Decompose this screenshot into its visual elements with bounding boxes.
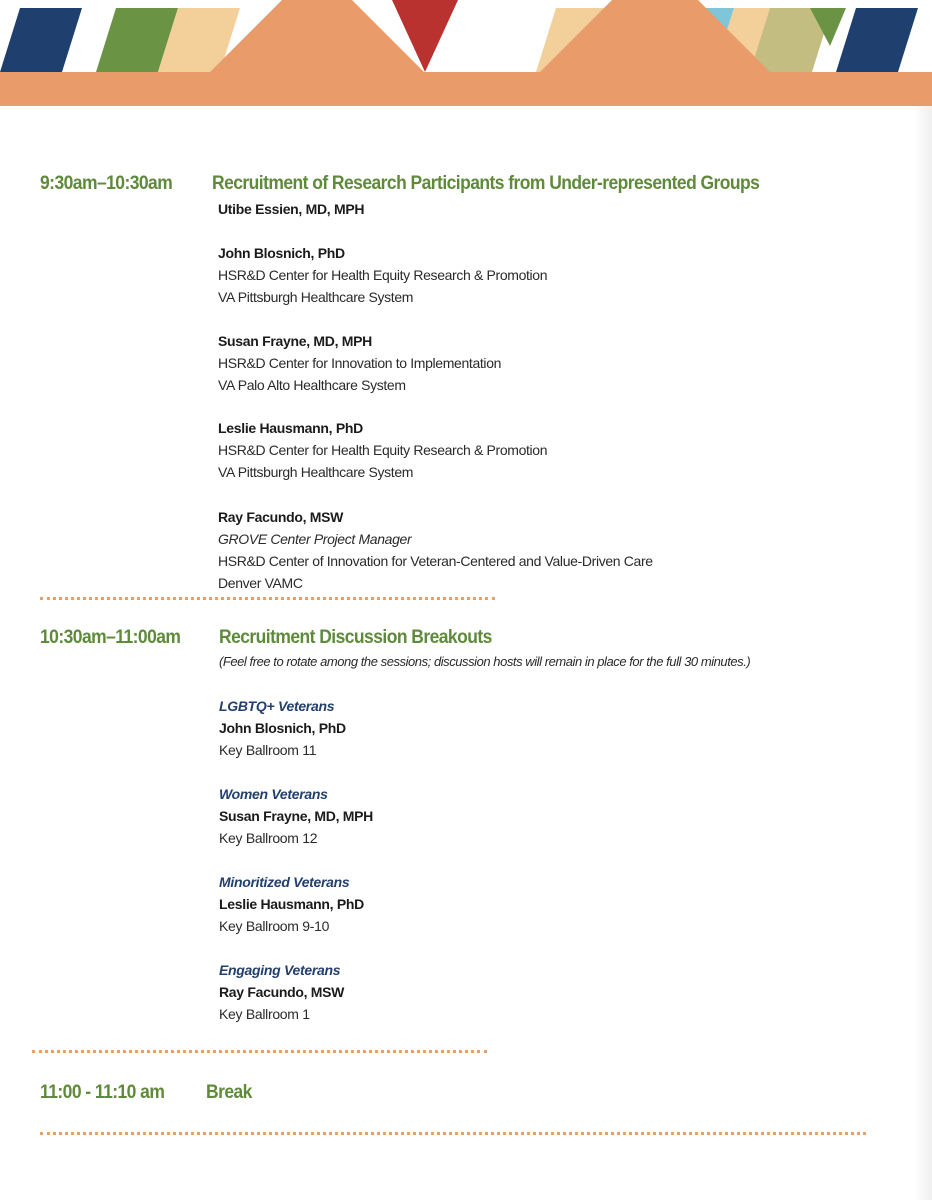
breakout-topic: Engaging Veterans (219, 962, 341, 978)
decorative-banner (0, 0, 932, 106)
dotted-divider (40, 597, 495, 600)
speaker-location: VA Pittsburgh Healthcare System (218, 289, 414, 305)
breakout-block (219, 783, 373, 849)
breakout-block (219, 871, 364, 937)
breakout-room: Key Ballroom 1 (219, 1006, 310, 1022)
speaker-affiliation: HSR&D Center for Health Equity Research & Promotion (218, 442, 548, 458)
speaker-block (218, 330, 501, 396)
session-time: 9:30am–10:30am (40, 173, 173, 194)
speaker-name: Ray Facundo, MSW (218, 509, 344, 525)
breakout-host: Susan Frayne, MD, MPH (219, 808, 373, 824)
page-edge-shadow (914, 106, 932, 1200)
speaker-affiliation: HSR&D Center for Health Equity Research & Promotion (218, 267, 548, 283)
dotted-divider (32, 1050, 487, 1053)
speaker-location: Denver VAMC (218, 575, 303, 591)
breakout-topic: Women Veterans (219, 786, 328, 802)
session-title: Recruitment Discussion Breakouts (219, 627, 492, 648)
speaker-block (218, 417, 547, 483)
breakout-host: Leslie Hausmann, PhD (219, 896, 364, 912)
session-time: 11:00 - 11:10 am (40, 1082, 165, 1103)
speaker-location: VA Pittsburgh Healthcare System (218, 464, 414, 480)
session-note: (Feel free to rotate among the sessions; discussion hosts will remain in place for the full 30 minutes.) (219, 654, 751, 669)
speaker-name: Utibe Essien, MD, MPH (218, 201, 365, 217)
session-title: Recruitment of Research Participants from Under-represented Groups (212, 173, 760, 194)
speaker-role: GROVE Center Project Manager (218, 531, 412, 547)
breakout-block (219, 959, 344, 1025)
speaker-affiliation: HSR&D Center for Innovation to Implementation (218, 355, 502, 371)
speaker-name: Susan Frayne, MD, MPH (218, 333, 372, 349)
speaker-affiliation: HSR&D Center of Innovation for Veteran-Centered and Value-Driven Care (218, 553, 653, 569)
breakout-host: John Blosnich, PhD (219, 720, 346, 736)
breakout-block (219, 695, 346, 761)
speaker-name: Leslie Hausmann, PhD (218, 420, 363, 436)
session-time: 10:30am–11:00am (40, 627, 181, 648)
breakout-topic: Minoritized Veterans (219, 874, 350, 890)
breakout-room: Key Ballroom 12 (219, 830, 318, 846)
speaker-block (218, 242, 547, 308)
breakout-topic: LGBTQ+ Veterans (219, 698, 335, 714)
speaker-block (218, 198, 364, 220)
breakout-host: Ray Facundo, MSW (219, 984, 345, 1000)
session-title: Break (206, 1082, 252, 1103)
speaker-location: VA Palo Alto Healthcare System (218, 377, 406, 393)
dotted-divider (40, 1132, 866, 1135)
breakout-room: Key Ballroom 9-10 (219, 918, 330, 934)
speaker-name: John Blosnich, PhD (218, 245, 345, 261)
breakout-room: Key Ballroom 11 (219, 742, 317, 758)
speaker-block (218, 506, 653, 594)
